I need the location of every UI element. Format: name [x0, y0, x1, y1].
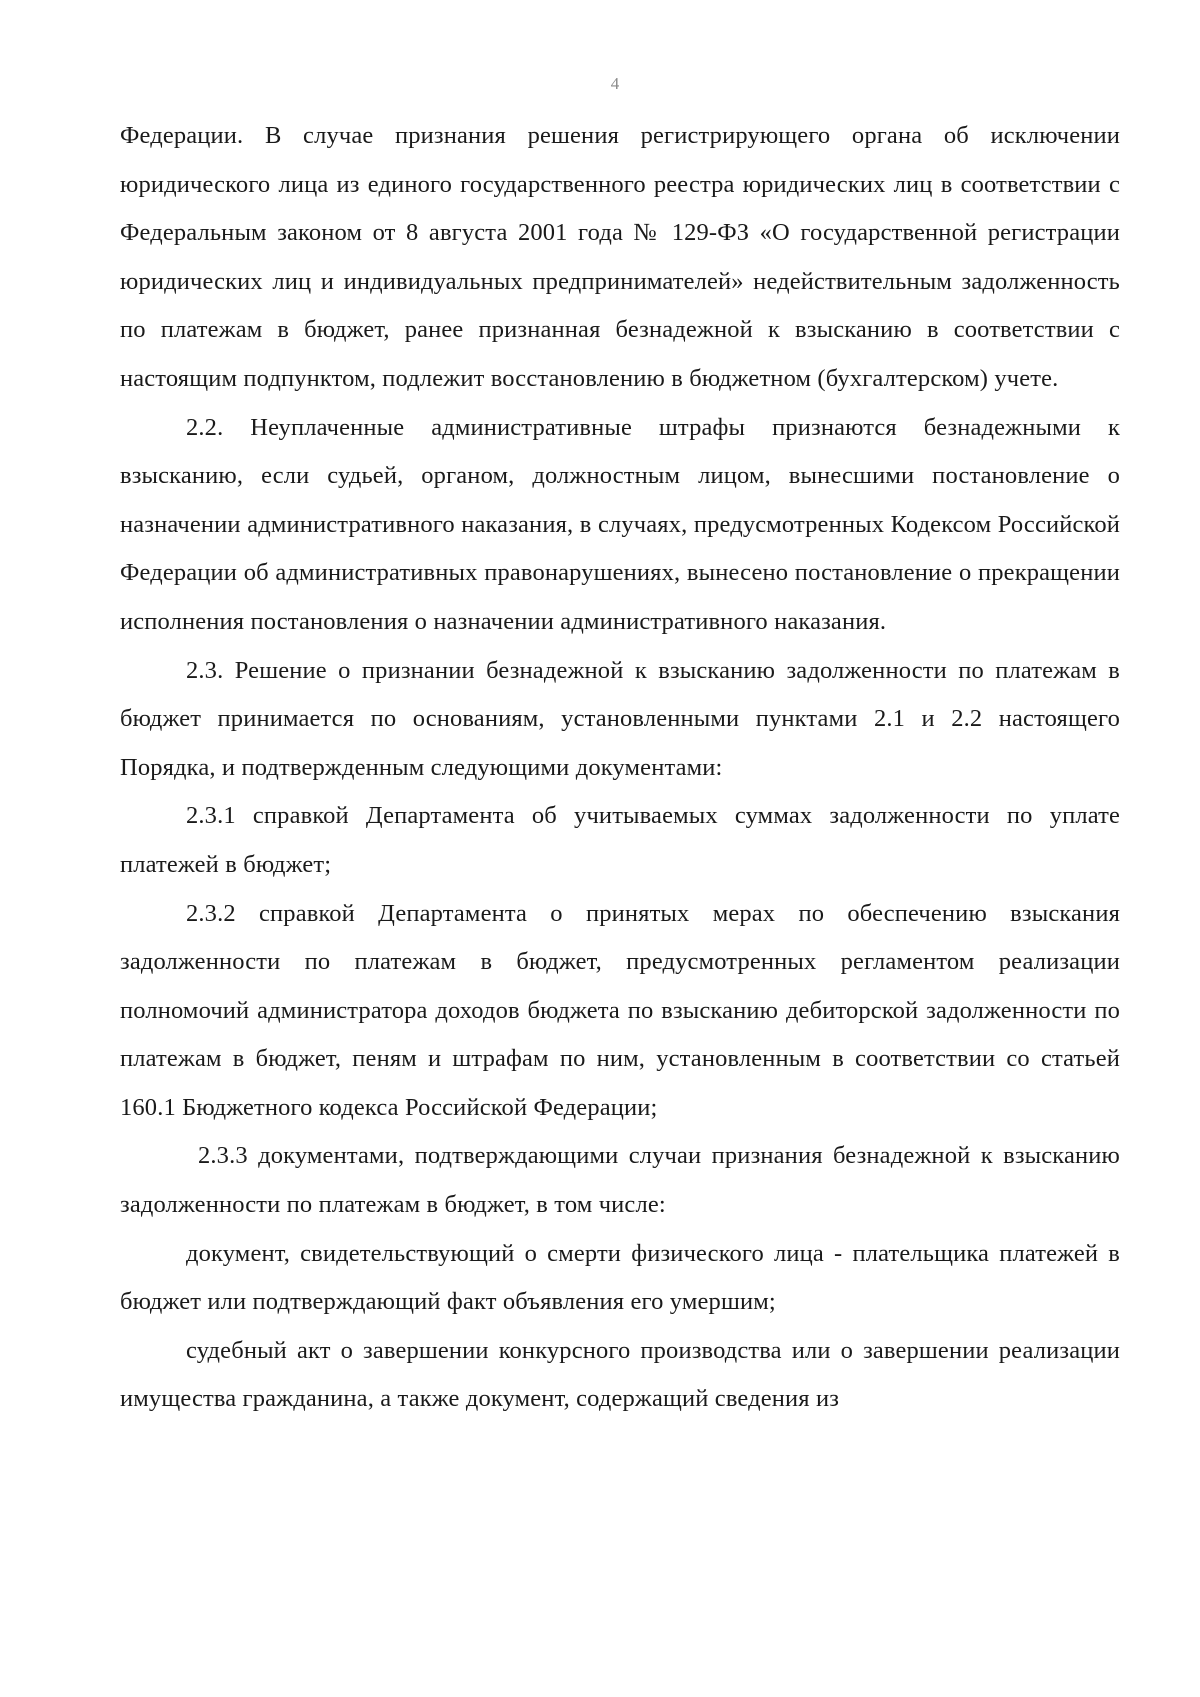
- paragraph-court-act: судебный акт о завершении конкурсного производства или о завершении реализации имущества гражданина, а также документ, содержащий сведения из: [120, 1336, 1120, 1413]
- paragraph-2-3-2: 2.3.2 справкой Департамента о принятых мерах по обеспечению взыскания задолженности по платежам в бюджет, предусмотренных регламентом реализации полномочий администратора доходов бюджета по взысканию дебиторской задолженности по платежам в бюджет, пеням и штрафам по ним, установленным в соответствии со статьей 160.1 Бюджетного кодекса Российской Федерации;: [120, 899, 1120, 1121]
- document-body: [120, 112, 1120, 1424]
- paragraph-2-3-1: 2.3.1 справкой Департамента об учитываемых суммах задолженности по уплате платежей в бюджет;: [120, 802, 1120, 878]
- paragraph-death-document: документ, свидетельствующий о смерти физического лица - плательщика платежей в бюджет или подтверждающий факт объявления его умершим;: [120, 1239, 1120, 1316]
- paragraph-2-3: 2.3. Решение о признании безнадежной к взысканию задолженности по платежам в бюджет принимается по основаниям, установленными пунктами 2.1 и 2.2 настоящего Порядка, и подтвержденным следующими документами:: [120, 656, 1120, 781]
- paragraph-2-3-3: 2.3.3 документами, подтверждающими случаи признания безнадежной к взысканию задолженности по платежам в бюджет, в том числе:: [120, 1142, 1120, 1219]
- paragraph-continuation: Федерации. В случае признания решения регистрирующего органа об исключении юридического лица из единого государственного реестра юридических лиц в соответствии с Федеральным законом от 8 августа 2001 года № 129-ФЗ «О государственной регистрации юридических лиц и индивидуальных предпринимателей» недействительным задолженность по платежам в бюджет, ранее признанная безнадежной к взысканию в соответствии с настоящим подпунктом, подлежит восстановлению в бюджетном (бухгалтерском) учете.: [120, 122, 1120, 392]
- page-number: 4: [610, 74, 620, 93]
- paragraph-2-2: 2.2. Неуплаченные административные штрафы признаются безнадежными к взысканию, если судьей, органом, должностным лицом, вынесшими постановление о назначении административного наказания, в случаях, предусмотренных Кодексом Российской Федерации об административных правонарушениях, вынесено постановление о прекращении исполнения постановления о назначении административного наказания.: [120, 413, 1120, 635]
